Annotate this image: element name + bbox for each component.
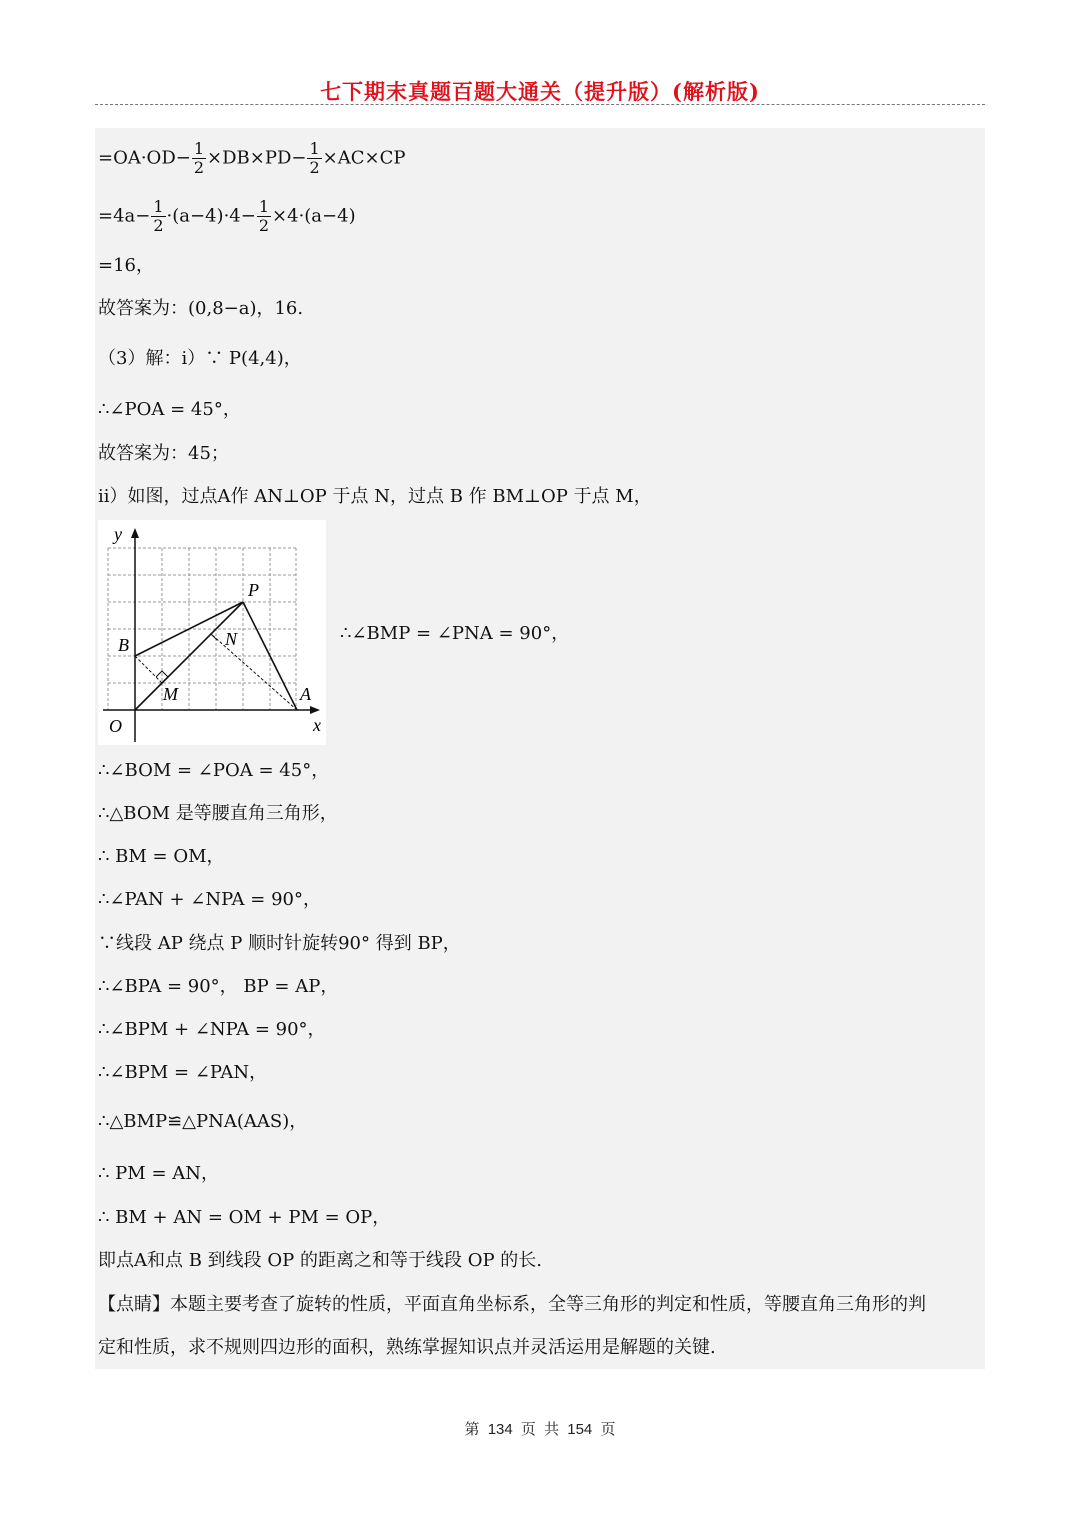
label-p: P (248, 580, 259, 600)
label-m: M (163, 684, 178, 704)
part-ii-line: ii）如图，过点A作 AN⊥OP 于点 N，过点 B 作 BM⊥OP 于点 M， (98, 486, 652, 507)
step-line-16: ∴∠BPM + ∠NPA = 90°， (98, 1019, 326, 1040)
label-a: A (300, 684, 311, 704)
header-title: 七下期末真题百题大通关（提升版）(解析版) (320, 79, 760, 104)
geometry-diagram (98, 520, 326, 745)
x-axis-arrow (310, 706, 320, 714)
header-divider (95, 104, 985, 105)
step-line-13: ∴∠PAN + ∠NPA = 90°， (98, 889, 321, 910)
step-line-19: ∴ PM = AN， (98, 1163, 219, 1184)
y-axis-arrow (131, 528, 139, 538)
equation-line-2: =4a− $\frac{1}{2}$ ·(a−4)·4− $\frac{1}{2}$ ×4·(a−4) (98, 197, 356, 235)
grid-lines (108, 548, 296, 710)
step-line-10: ∴∠BOM = ∠POA = 45°， (98, 760, 330, 781)
equation-line-3: =16， (98, 255, 154, 276)
segment-bm (135, 656, 162, 683)
label-b: B (118, 635, 129, 655)
label-x: x (313, 715, 321, 735)
step-line-12: ∴ BM = OM， (98, 846, 225, 867)
coordinate-figure (98, 520, 326, 745)
conclusion-line: 即点A和点 B 到线段 OP 的距离之和等于线段 OP 的长. (98, 1250, 543, 1271)
step-line-11: ∴△BOM 是等腰直角三角形， (98, 803, 338, 824)
label-n: N (225, 629, 238, 649)
step-line-18: ∴△BMP≌△PNA(AAS)， (98, 1111, 308, 1132)
equation-line-1: =OA·OD− $\frac{1}{2}$ ×DB×PD− $\frac{1}{2}$ ×AC×CP (98, 139, 406, 177)
fraction-half: $\frac{1}{2}$ (193, 139, 205, 177)
fraction-half: $\frac{1}{2}$ (153, 197, 164, 235)
angle-poa-line: ∴∠POA = 45°， (98, 399, 241, 420)
label-o: O (109, 716, 122, 736)
remark-line-1: 【点睛】本题主要考查了旋转的性质，平面直角坐标系，全等三角形的判定和性质，等腰直角三角形的判 (98, 1294, 926, 1315)
answer-line-2: 故答案为：45； (98, 443, 229, 464)
label-y: y (114, 524, 122, 544)
part3-line: （3）解：i）∵ P(4,4)， (98, 348, 302, 369)
step-line-20: ∴ BM + AN = OM + PM = OP， (98, 1207, 391, 1228)
answer-line-1: 故答案为：(0,8−a)，16. (98, 298, 304, 319)
angle-bmp-line: ∴∠BMP = ∠PNA = 90°， (340, 623, 570, 644)
step-line-15: ∴∠BPA = 90°， BP = AP， (98, 976, 339, 997)
step-line-17: ∴∠BPM = ∠PAN， (98, 1062, 268, 1083)
fraction-half: $\frac{1}{2}$ (258, 197, 270, 235)
remark-line-2: 定和性质，求不规则四边形的面积，熟练掌握知识点并灵活运用是解题的关键. (98, 1337, 716, 1358)
segment-an (211, 634, 297, 710)
page-footer: 第 134 页 共 154 页 (464, 1421, 616, 1438)
fraction-half: $\frac{1}{2}$ (309, 139, 320, 177)
step-line-14: ∵线段 AP 绕点 P 顺时针旋转90° 得到 BP， (98, 933, 461, 954)
